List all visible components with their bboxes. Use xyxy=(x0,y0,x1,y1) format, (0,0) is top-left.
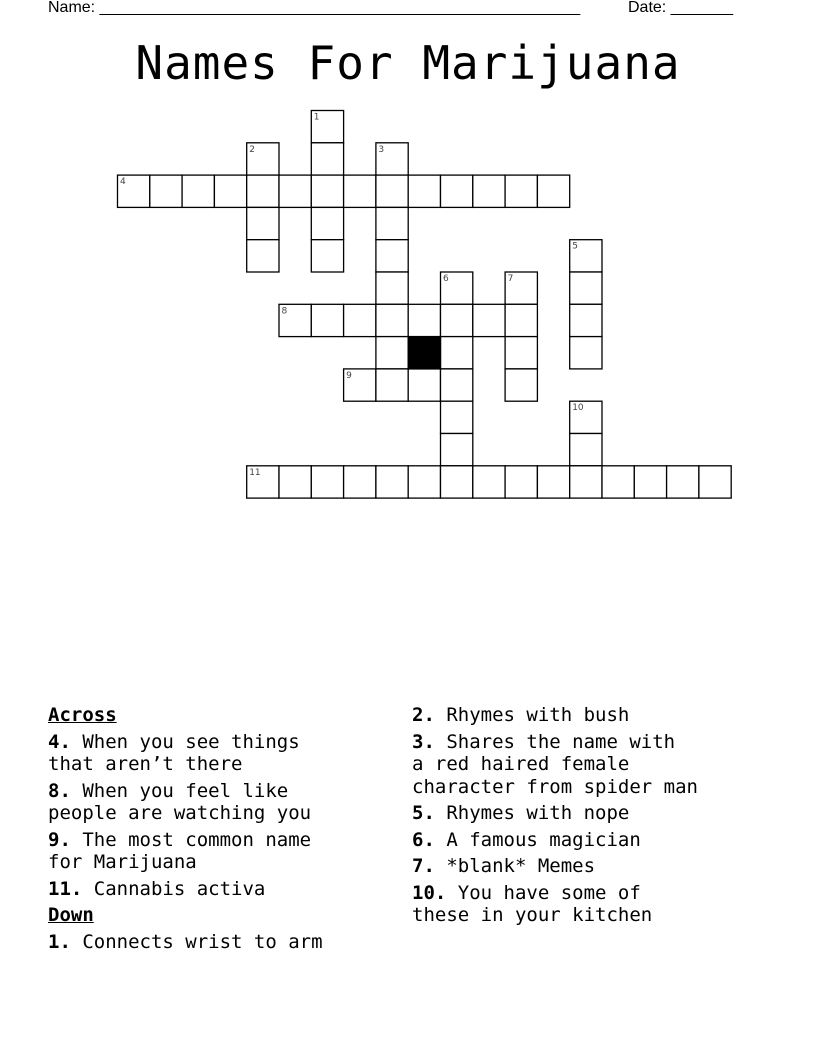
grid-cell[interactable] xyxy=(376,466,408,498)
cell-number: 4 xyxy=(120,177,126,188)
grid-cell[interactable] xyxy=(150,175,182,207)
clue-number: 2. xyxy=(412,704,435,726)
grid-cell[interactable] xyxy=(311,111,343,143)
grid-cell[interactable] xyxy=(311,240,343,272)
grid-cell[interactable] xyxy=(344,304,376,336)
grid-cell[interactable] xyxy=(311,304,343,336)
grid-cell[interactable] xyxy=(376,337,408,369)
grid-cell[interactable] xyxy=(473,304,505,336)
grid-cell[interactable] xyxy=(441,304,473,336)
clue-text: 3. Shares the name with xyxy=(412,730,676,753)
clue-item xyxy=(48,931,398,954)
grid-cell[interactable] xyxy=(311,143,343,175)
clue-text: 9. The most common name xyxy=(48,828,312,851)
grid-cell[interactable] xyxy=(376,272,408,304)
grid-cell[interactable] xyxy=(570,240,602,272)
cell-number: 2 xyxy=(249,144,255,155)
cell-number: 3 xyxy=(378,144,385,155)
grid-cell[interactable] xyxy=(408,369,440,401)
clue-item xyxy=(48,829,398,874)
cell-number: 9 xyxy=(346,370,352,381)
grid-cell[interactable] xyxy=(441,434,473,466)
grid-cell[interactable] xyxy=(118,175,150,207)
clue-text: 11. Cannabis activa xyxy=(48,877,266,900)
grid-cell[interactable] xyxy=(182,175,214,207)
clues-left-column xyxy=(48,704,398,957)
grid-cell[interactable] xyxy=(311,175,343,207)
across-heading: Across xyxy=(48,704,117,726)
grid-cell[interactable] xyxy=(537,466,569,498)
cell-number: 10 xyxy=(572,403,584,414)
across-clue-list xyxy=(48,731,398,901)
clue-text: 7. *blank* Memes xyxy=(412,855,596,877)
clue-number: 1. xyxy=(48,930,71,953)
grid-cell[interactable] xyxy=(279,304,311,336)
grid-cell[interactable] xyxy=(537,175,569,207)
clue-text: 1. Connects wrist to arm xyxy=(48,930,323,953)
grid-cell[interactable] xyxy=(376,304,408,336)
grid-cell[interactable] xyxy=(214,175,246,207)
grid-cell[interactable] xyxy=(376,369,408,401)
clue-text: a red haired female xyxy=(412,753,630,775)
grid-cell[interactable] xyxy=(279,466,311,498)
grid-cell[interactable] xyxy=(441,369,473,401)
grid-cell[interactable] xyxy=(473,175,505,207)
clue-number: 7. xyxy=(412,855,435,877)
clue-number: 6. xyxy=(412,828,435,851)
grid-cell[interactable] xyxy=(505,272,537,304)
clue-text: 5. Rhymes with nope xyxy=(412,802,630,824)
cell-number: 5 xyxy=(572,241,578,252)
clue-text: that aren’t there xyxy=(48,753,243,775)
cell-number: 7 xyxy=(507,274,514,284)
cell-number: 11 xyxy=(249,467,261,478)
clue-item xyxy=(412,855,782,878)
clue-text: 4. When you see things xyxy=(48,730,300,753)
clues-right-column xyxy=(412,704,782,931)
name-field[interactable]: Name: ______________________________________________________ xyxy=(48,0,581,16)
grid-cell[interactable] xyxy=(247,175,279,207)
date-field[interactable]: Date: _______ xyxy=(628,0,733,16)
grid-cell[interactable] xyxy=(247,207,279,239)
clue-number: 9. xyxy=(48,828,71,851)
clue-number: 10. xyxy=(412,881,447,904)
clue-text: these in your kitchen xyxy=(412,904,653,926)
grid-cell[interactable] xyxy=(376,207,408,239)
grid-cell[interactable] xyxy=(344,175,376,207)
clue-item xyxy=(412,704,782,727)
black-square xyxy=(408,337,440,369)
grid-cell[interactable] xyxy=(505,466,537,498)
clue-number: 5. xyxy=(412,802,435,824)
grid-cell[interactable] xyxy=(279,175,311,207)
grid-cell[interactable] xyxy=(247,143,279,175)
grid-cell[interactable] xyxy=(441,272,473,304)
grid-cell[interactable] xyxy=(376,240,408,272)
clue-text: 6. A famous magician xyxy=(412,828,641,851)
grid-cell[interactable] xyxy=(473,466,505,498)
clue-text: 8. When you feel like xyxy=(48,779,289,802)
cell-number: 1 xyxy=(313,112,320,123)
grid-cell[interactable] xyxy=(505,304,537,336)
cell-number: 8 xyxy=(281,306,288,317)
grid-cell[interactable] xyxy=(441,175,473,207)
grid-cell[interactable] xyxy=(408,304,440,336)
grid-cell[interactable] xyxy=(602,466,634,498)
clue-item xyxy=(412,882,782,927)
grid-cell[interactable] xyxy=(505,337,537,369)
grid-cell[interactable] xyxy=(570,401,602,433)
clue-number: 3. xyxy=(412,730,435,753)
clue-item xyxy=(412,731,782,799)
clue-item xyxy=(48,780,398,825)
grid-cell[interactable] xyxy=(570,434,602,466)
grid-cell[interactable] xyxy=(408,175,440,207)
cell-number: 6 xyxy=(443,274,449,284)
clue-text: 2. Rhymes with bush xyxy=(412,704,630,726)
grid-cell[interactable] xyxy=(441,337,473,369)
clue-item xyxy=(48,731,398,776)
clue-item xyxy=(412,802,782,825)
grid-cell[interactable] xyxy=(699,466,731,498)
clue-text: people are watching you xyxy=(48,802,312,824)
grid-cell[interactable] xyxy=(570,466,602,498)
grid-cell[interactable] xyxy=(505,369,537,401)
page-title: Names For Marijuana xyxy=(135,36,681,90)
clue-number: 4. xyxy=(48,730,71,753)
down-clue-list-right xyxy=(412,704,782,927)
grid-cell[interactable] xyxy=(376,175,408,207)
grid-cell[interactable] xyxy=(570,304,602,336)
grid-cell[interactable] xyxy=(441,401,473,433)
grid-cell[interactable] xyxy=(667,466,699,498)
grid-cell[interactable] xyxy=(344,466,376,498)
grid-cell[interactable] xyxy=(311,207,343,239)
clue-number: 8. xyxy=(48,779,71,802)
clue-text: for Marijuana xyxy=(48,851,197,873)
clue-item xyxy=(48,878,398,901)
grid-cell[interactable] xyxy=(376,143,408,175)
grid-cell[interactable] xyxy=(311,466,343,498)
grid-cell[interactable] xyxy=(344,369,376,401)
clue-text: 10. You have some of xyxy=(412,881,641,904)
grid-cell[interactable] xyxy=(441,466,473,498)
clue-item xyxy=(412,829,782,852)
grid-cell[interactable] xyxy=(247,240,279,272)
grid-cell[interactable] xyxy=(570,337,602,369)
grid-cell[interactable] xyxy=(505,175,537,207)
clue-number: 11. xyxy=(48,877,83,900)
down-clue-list-left xyxy=(48,931,398,954)
grid-cell[interactable] xyxy=(570,272,602,304)
down-heading: Down xyxy=(48,904,94,926)
grid-cell[interactable] xyxy=(408,466,440,498)
grid-cell[interactable] xyxy=(634,466,666,498)
clue-text: character from spider man xyxy=(412,775,698,798)
grid-cell[interactable] xyxy=(247,466,279,498)
